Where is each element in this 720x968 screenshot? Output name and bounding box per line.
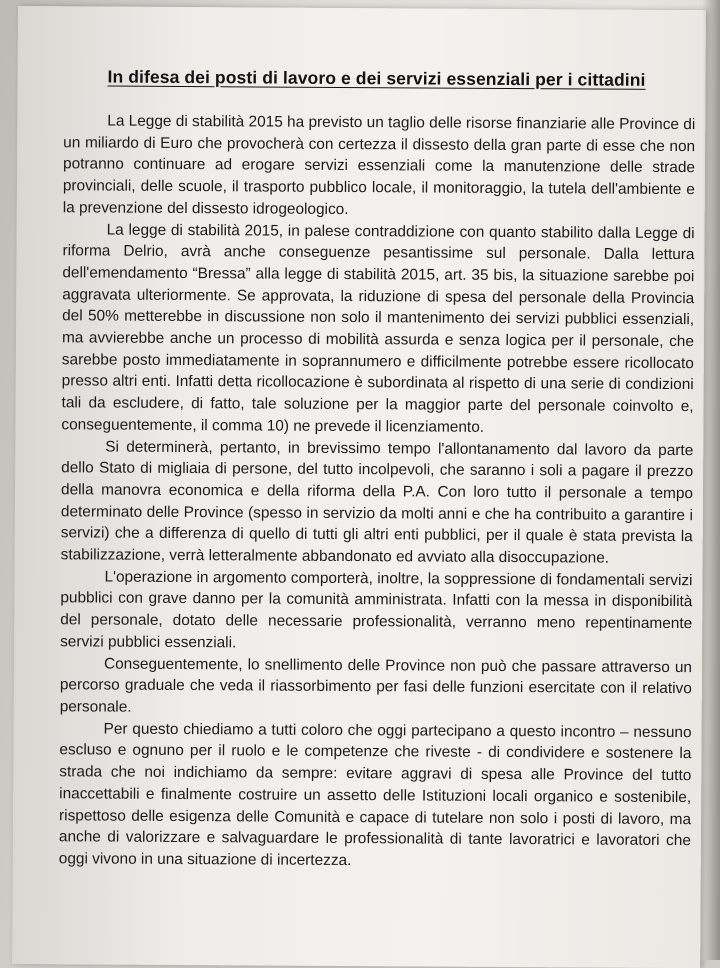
document-page [12, 6, 706, 968]
paragraph-job-loss: Si determinerà, pertanto, in brevissimo tempo l'allontanamento dal lavoro da parte dello Stato di migliaia di persone, del tutto incolpevoli, che saranno i soli a pagare il prezzo della manovra economica e della riforma della P.A. Con loro tutto il personale a tempo determinato delle Province (spesso in servizio da molti anni e che ha contribuito a garantire i servizi) che a differenza di quello di tutti gli altri enti pubblici, per il quale è stata prevista la stabilizzazione, verrà letteralmente abbandonato ed avviato alla disoccupazione. [60, 438, 694, 567]
paragraph-budget-cuts: La Legge di stabilità 2015 ha previsto un taglio delle risorse finanziarie alle Province di un miliardo di Euro che provocherà con certezza il dissesto della gran parte di esse che non potranno continuare ad erogare servizi essenziali come la manutenzione delle strade provinciali, delle scuole, il trasporto pubblico locale, il monitoraggio, la tutela dell'ambiente e la prevenzione del dissesto idrogeologico. [62, 112, 696, 218]
document-body [59, 110, 696, 873]
paragraph-service-suppression: L'operazione in argomento comporterà, inoltre, la soppressione di fondamentali servizi pubblici con grave danno per la comunità amministrata. Infatti con la messa in disponibilità del personale, dotato delle necessarie professionalità, verranno meno repentinamente servizi pubblici essenziali. [60, 568, 693, 652]
page-edge-shadow [702, 0, 720, 960]
paragraph-personnel-consequences: La legge di stabilità 2015, in palese contraddizione con quanto stabilito dalla Legge di riforma Delrio, avrà anche conseguenze pesantissime sul personale. Dalla lettura dell'emendamento “Bressa” alla legge di stabilità 2015, art. 35 bis, la situazione sarebbe poi aggravata ulteriormente. Se approvata, la riduzione di spesa del personale della Provincia del 50% metterebbe in discussione non solo il mantenimento dei servizi pubblici essenziali, ma avvierebbe anche un processo di mobilità assurda e senza logica per il personale, che sarebbe posto immediatamente in soprannumero e difficilmente potrebbe essere ricollocato presso altri enti. Infatti detta ricollocazione è subordinata al rispetto di una serie di condizioni tali da escludere, di fatto, tale soluzione per la maggior parte del personale coinvolto e, conseguentemente, il comma 10) ne prevede il licenziamento. [61, 221, 695, 436]
paragraph-appeal: Per questo chiediamo a tutti coloro che oggi partecipano a questo incontro – nessuno escluso e ognuno per il ruolo e le competenze che riveste - di condividere e sostenere la strada che noi indichiamo da sempre: evitare aggravi di spesa alle Province del tutto inaccettabili e finalmente costruire un assetto delle Istituzioni locali organico e sostenibile, rispettoso delle esigenza delle Comunità e capace di tutelare non solo i posti di lavoro, ma anche di valorizzare e salvaguardare le professionalità di tante lavoratrici e lavoratori che oggi vivono in una situazione di incertezza. [58, 720, 692, 869]
paragraph-gradual-reform: Conseguentemente, lo snellimento delle Province non può che passare attraverso un percorso graduale che veda il riassorbimento per fasi delle funzioni esercitate con il relativo personale. [59, 655, 693, 716]
document-title: In difesa dei posti di lavoro e dei servizi essenziali per i cittadini [107, 66, 646, 90]
